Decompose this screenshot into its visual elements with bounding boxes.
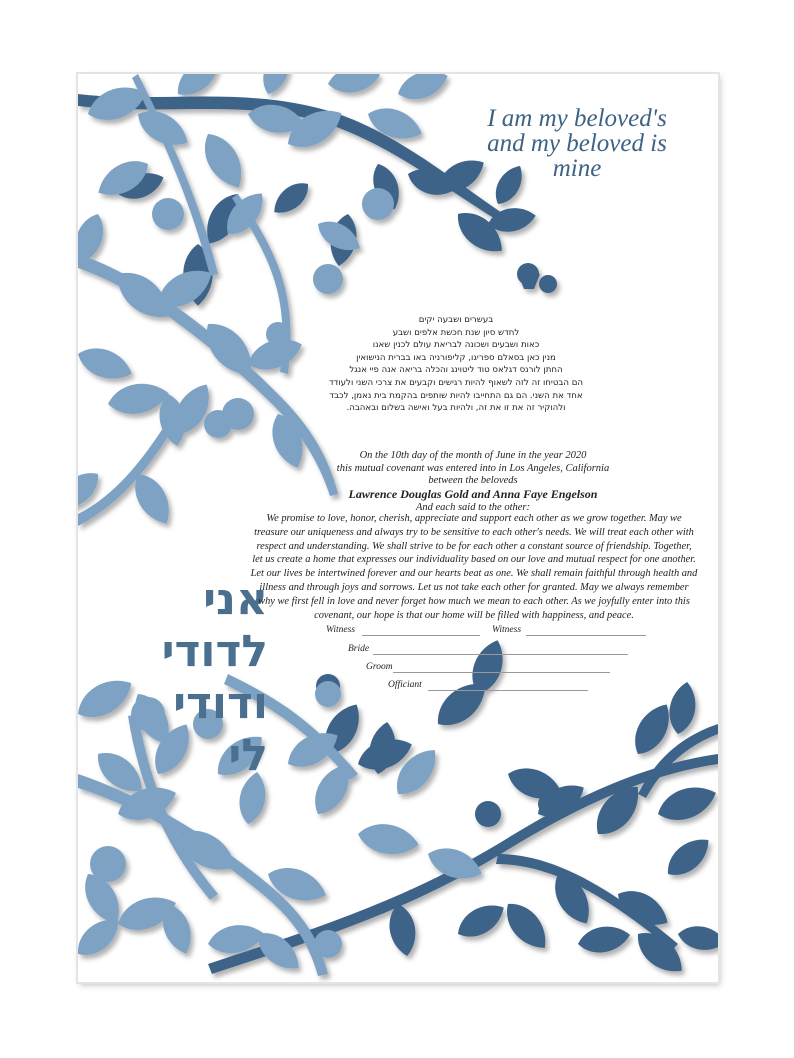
witness-2-line[interactable] xyxy=(526,635,646,636)
bride-line[interactable] xyxy=(373,654,628,655)
groom-label: Groom xyxy=(366,662,393,672)
hebrew-text-line: לחדש סיון שנת חכשת אלפים ושבע xyxy=(392,327,520,338)
hebrew-title-line-2: לדודי xyxy=(161,626,268,677)
date-line-3: between the beloveds xyxy=(428,475,518,486)
hebrew-text-line: ולהוקיר זה את זו את זה, ולהיות בעל ואישה בשלום ובאהבה. xyxy=(346,403,566,414)
date-line-1: On the 10th day of the month of June in the year 2020 xyxy=(359,450,587,461)
hebrew-text-line: הם הבטיחו זה לזה לשאוף להיות רגישים וקבעים את צרכי השני ולעודד xyxy=(328,377,584,388)
groom-line[interactable] xyxy=(393,672,610,673)
each-said-line: And each said to the other: xyxy=(415,502,531,513)
date-line-2: this mutual covenant was entered into in Los Angeles, California xyxy=(336,462,610,474)
verse-line-3: mine xyxy=(552,155,602,182)
song-of-songs-verse xyxy=(472,106,682,181)
couple-names: Lawrence Douglas Gold and Anna Faye Engelson xyxy=(348,487,598,501)
covenant-vows-text: We promise to love, honor, cherish, appreciate and support each other as we grow together. May we treasure our uniqueness and always try to be sensitive to each other's needs. We will treat each other with respect and understanding. We shall strive to be for each other a constant source of friendship. Together, let us create a home that expresses our individuality based on our love and mutual respect for one another. Let our lives be intertwined forever and our hearts beat as one. We shall remain faithful through health and illness and through joys and sorrows. Let us not take each other for granted. May we always remember why we first fell in love and never forget how much we mean to each other. As we joyfully enter into this covenant, our hope is that our home will be filled with happiness, and peace. xyxy=(250,513,698,621)
hebrew-text-line: כאות ושבעים ושכונה לבריאת עולם לכנין שאנו xyxy=(372,340,540,351)
witness-1-label: Witness xyxy=(326,625,356,635)
hebrew-title-line-4: לי xyxy=(228,730,268,781)
hebrew-text-line: מנין כאן בסאלם ספריגו, קליפורניה באו בברית הנישואין xyxy=(356,352,556,363)
bride-label: Bride xyxy=(348,644,370,654)
hebrew-text-line: החתן לורנס דגלאס טוד ליטוינג והכלה בריאה אנה פיי אנגל xyxy=(349,365,563,376)
hebrew-text-line: אחד את השני. הם גם התחייבו להיות שותפים בהקמת בית נאמן, לכבד xyxy=(329,390,583,401)
ceremony-date-place xyxy=(248,450,698,488)
officiant-line[interactable] xyxy=(428,690,588,691)
verse-line-2: and my beloved is xyxy=(487,130,667,157)
verse-line-1: I am my beloved's xyxy=(487,105,667,132)
hebrew-title-line-1: אני xyxy=(203,574,268,625)
hebrew-title xyxy=(118,574,268,782)
hebrew-covenant-text xyxy=(266,314,646,415)
officiant-label: Officiant xyxy=(388,680,422,690)
witness-1-line[interactable] xyxy=(362,635,480,636)
hebrew-title-line-3: ודודי xyxy=(173,678,268,729)
witness-2-label: Witness xyxy=(492,625,522,635)
hebrew-text-line: בעשרים ושבעה יקים xyxy=(418,315,494,325)
ketubah-artwork-frame xyxy=(78,74,718,982)
